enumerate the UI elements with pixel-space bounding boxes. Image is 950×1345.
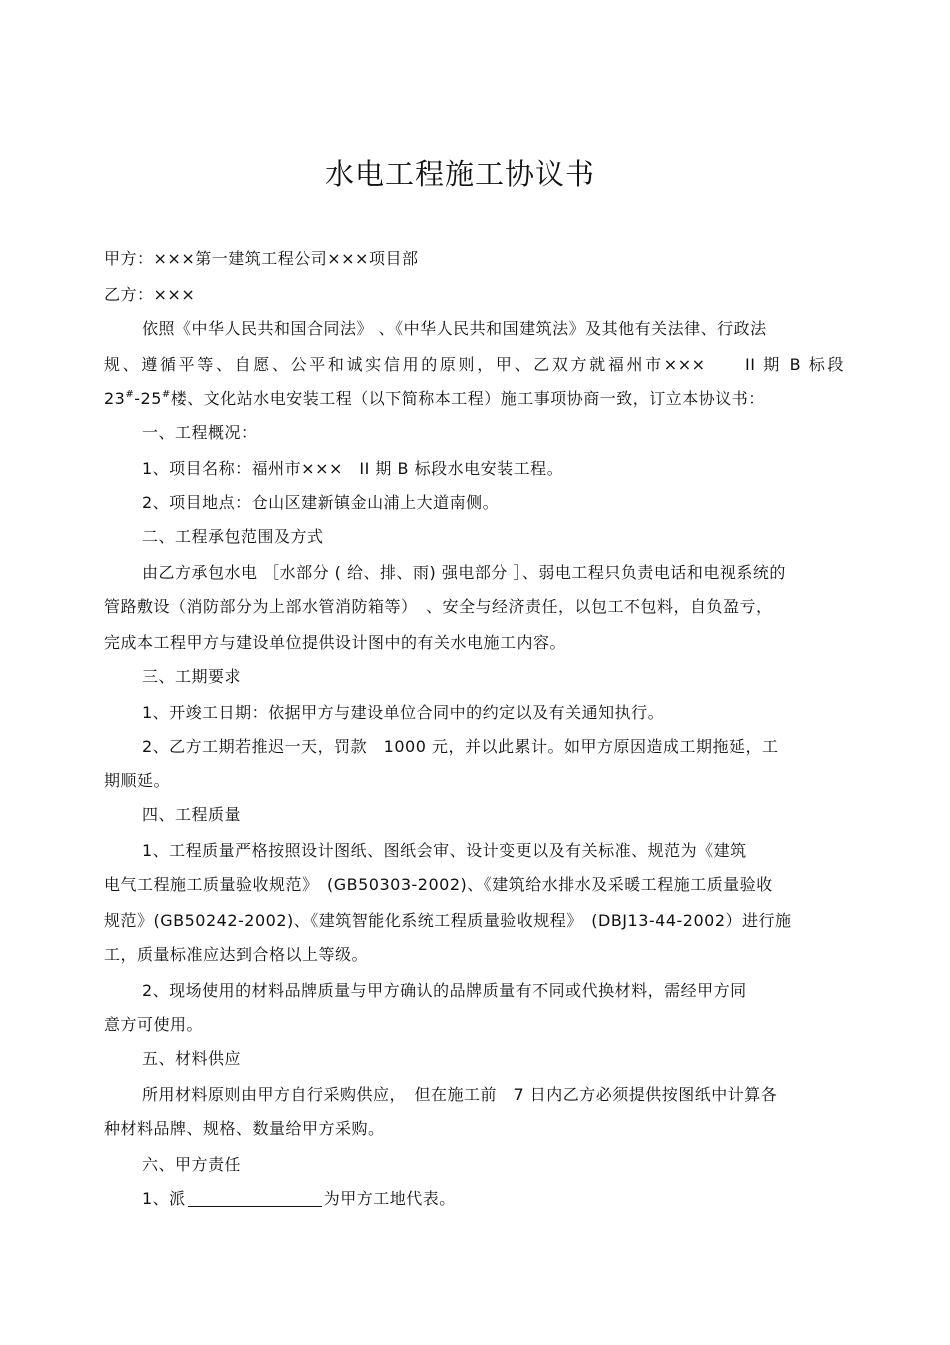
intro-paragraph-line <box>104 388 765 410</box>
section-item: 规范》(GB50242-2002)、《建筑智能化系统工程质量验收规程》 (DBJ13-44-2002）进行施 <box>104 911 792 930</box>
number-sign: # <box>125 389 135 400</box>
section-paragraph-line: 管路敷设（消防部分为上部水管消防箱等） 、安全与经济责任，以包工不包料，自负盈亏， <box>104 597 773 616</box>
building-number: -25 <box>134 389 162 408</box>
section-paragraph-line: 所用材料原则由甲方自行采购供应， 但在施工前 7 日内乙方必须提供按图纸中计算各 <box>142 1085 778 1104</box>
section-item: 2、乙方工期若推迟一天，罚款 1000 元，并以此累计。如甲方原因造成工期拖延，工 <box>142 737 779 756</box>
party-b-line: 乙方：××× <box>104 285 196 304</box>
section-heading: 二、工程承包范围及方式 <box>142 527 324 546</box>
party-a-line: 甲方：×××第一建筑工程公司×××项目部 <box>104 249 419 268</box>
section-heading: 一、工程概况： <box>142 423 258 442</box>
section-paragraph-line: 种材料品牌、规格、数量给甲方采购。 <box>104 1119 385 1138</box>
number-sign: # <box>161 389 171 400</box>
section-item: 1、工程质量严格按照设计图纸、图纸会审、设计变更以及有关标准、规范为《建筑 <box>142 841 747 860</box>
section-item: 1、项目名称：福州市××× II 期 B 标段水电安装工程。 <box>142 459 564 478</box>
section-heading: 三、工期要求 <box>142 667 242 686</box>
section-item: 意方可使用。 <box>104 1015 204 1034</box>
building-number: 23 <box>104 389 126 408</box>
section-item: 期顺延。 <box>104 771 171 790</box>
section-item: 2、现场使用的材料品牌质量与甲方确认的品牌质量有不同或代换材料，需经甲方同 <box>142 981 747 1000</box>
section-item <box>142 1188 456 1210</box>
section-item: 电气工程施工质量验收规范》 (GB50303-2002)、《建筑给水排水及采暖工程施工质量验收 <box>104 875 773 894</box>
section-paragraph-line: 完成本工程甲方与建设单位提供设计图中的有关水电施工内容。 <box>104 633 567 652</box>
section-heading: 四、工程质量 <box>142 805 242 824</box>
item-suffix: 为甲方工地代表。 <box>323 1189 456 1208</box>
section-paragraph-line: 由乙方承包水电 ［水部分 ( 给、排、雨) 强电部分 ］、弱电工程只负责电话和电视系统的 <box>142 563 786 582</box>
fill-in-blank[interactable] <box>188 1190 322 1207</box>
intro-paragraph-line: 依照《中华人民共和国合同法》 、《中华人民共和国建筑法》及其他有关法律、行政法 <box>142 319 767 338</box>
section-item: 2、项目地点：仓山区建新镇金山浦上大道南侧。 <box>142 493 500 512</box>
section-item: 1、开竣工日期：依据甲方与建设单位合同中的约定以及有关通知执行。 <box>142 703 665 722</box>
intro-text: 楼、文化站水电安装工程（以下简称本工程）施工事项协商一致，订立本协议书： <box>170 389 765 408</box>
item-prefix: 1、派 <box>142 1189 186 1208</box>
intro-paragraph-line: 规、遵循平等、自愿、公平和诚实信用的原则，甲、乙双方就福州市××× II 期 B 标段 <box>104 355 844 374</box>
section-heading: 六、甲方责任 <box>142 1155 242 1174</box>
section-item: 工，质量标准应达到合格以上等级。 <box>104 945 369 964</box>
document-title: 水电工程施工协议书 <box>324 157 595 191</box>
section-heading: 五、材料供应 <box>142 1049 242 1068</box>
